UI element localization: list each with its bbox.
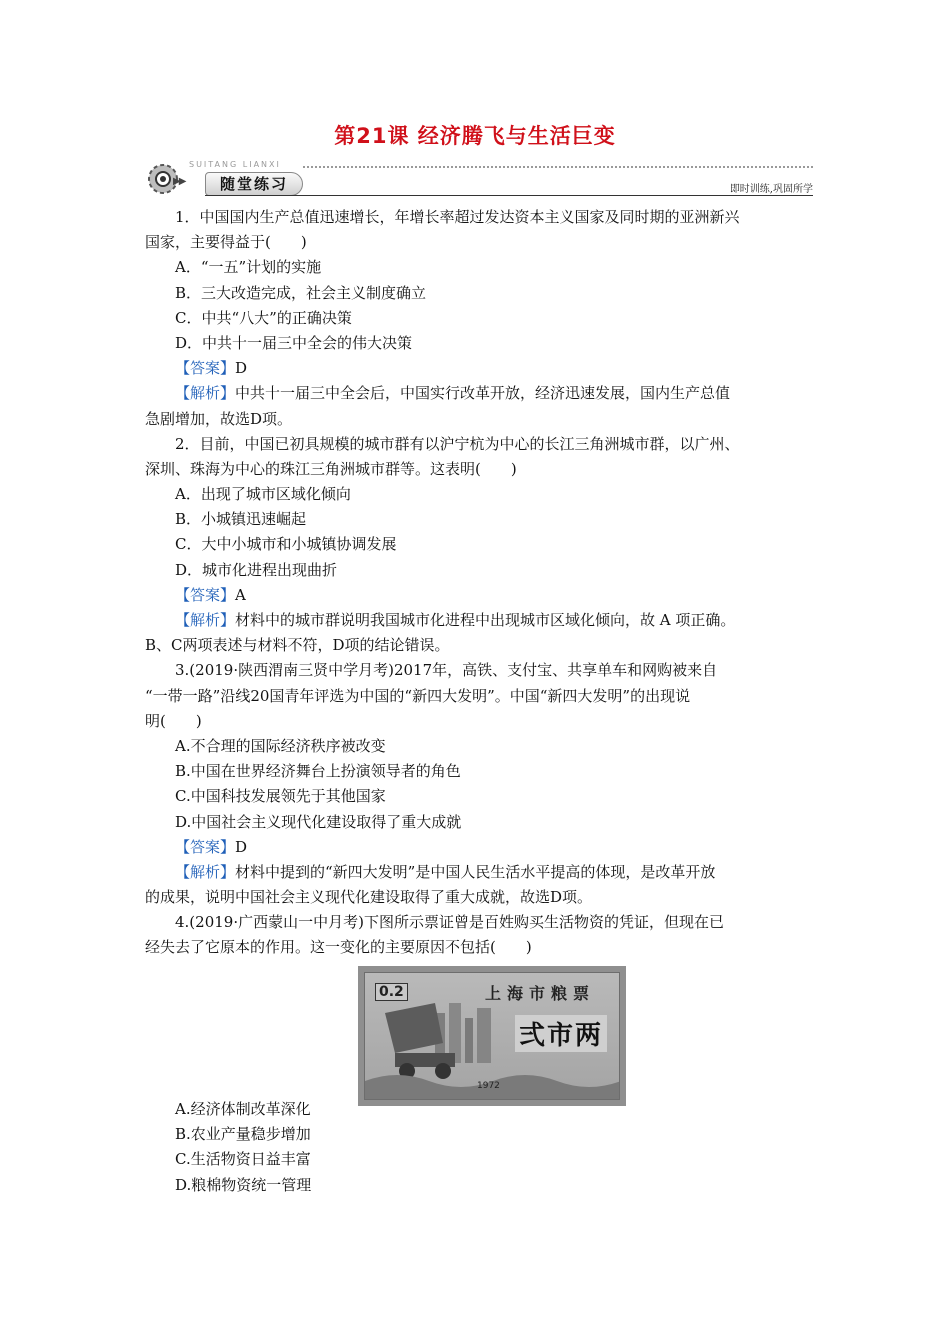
grain-ticket-image [358,966,626,1106]
text-line [145,784,820,809]
line-text: 材料中的城市群说明我国城市化进程中出现城市区域化倾向，故 A 项正确。 [235,611,736,629]
text-line [145,910,820,935]
line-text: 材料中提到的“新四大发明”是中国人民生活水平提高的体现，是改革开放 [235,862,716,881]
line-text: A [235,585,246,604]
banner-english: SUITANG LIANXI [189,160,281,169]
text-line [145,482,820,507]
line-text: A．出现了城市区域化倾向 [175,485,351,504]
line-text: D [235,359,248,378]
line-text: D．城市化进程出现曲折 [175,560,338,579]
text-line [145,709,820,734]
line-text: 的成果，说明中国社会主义现代化建设取得了重大成就，故选D项。 [145,888,593,907]
text-line [145,810,820,835]
section-banner [143,158,813,200]
page-title: 第21课 经济腾飞与生活巨变 [334,124,616,148]
answer-tag: 【答案】 [175,585,236,604]
line-text: C.中国科技发展领先于其他国家 [175,787,386,806]
text-line [145,205,820,230]
line-text: D．中共十一届三中全会的伟大决策 [175,333,413,352]
option-line: C.生活物资日益丰富 [175,1150,311,1169]
text-line [145,432,820,457]
text-line [145,734,820,759]
line-text: 2．目前，中国已初具规模的城市群有以沪宁杭为中心的长江三角洲城市群，以广州、 [175,434,740,453]
line-text: 国家，主要得益于( ) [145,233,307,252]
text-line [145,558,820,583]
line-text: 1．中国国内生产总值迅速增长，年增长率超过发达资本主义国家及同时期的亚洲新兴 [175,208,740,226]
line-text: B．小城镇迅速崛起 [175,510,307,529]
line-text: B．三大改造完成，社会主义制度确立 [175,283,427,302]
answer-tag: 【答案】 [175,837,236,856]
line-text: D [235,837,248,856]
text-line [145,532,820,557]
option-line: A.经济体制改革深化 [175,1100,311,1118]
answer-tag: 【解析】 [175,862,236,881]
answer-tag: 【答案】 [175,359,236,378]
answer-tag: 【解析】 [175,384,236,403]
text-line [145,583,820,608]
text-line [145,407,820,432]
text-line [145,885,820,910]
line-text: D.中国社会主义现代化建设取得了重大成就 [175,812,462,831]
line-text: 3.(2019·陕西渭南三贤中学月考)2017年，高铁、支付宝、共享单车和网购被来自 [175,661,718,680]
line-text: B、C两项表述与材料不符，D项的结论错误。 [145,636,450,655]
text-line [145,331,820,356]
line-text: A.不合理的国际经济秩序被改变 [175,736,386,755]
text-line [145,935,820,960]
text-line [145,860,820,885]
text-line [145,684,820,709]
line-text: 深圳、珠海为中心的珠江三角洲城市群等。这表明( ) [145,459,517,478]
banner-rule [205,195,813,196]
ticket-year: 1972 [477,1081,500,1091]
line-text: C．大中小城市和小城镇协调发展 [175,535,397,554]
text-line [145,457,820,482]
ticket-denomination: 0.2 [375,983,408,1001]
banner-label: 随堂练习 [205,172,303,196]
question-content [145,205,820,961]
line-text: 急剧增加，故选D项。 [145,409,293,428]
text-line [145,759,820,784]
text-line [145,507,820,532]
line-text: 经失去了它原本的作用。这一变化的主要原因不包括( ) [145,938,532,957]
line-text: A．“一五”计划的实施 [175,258,322,277]
option-line: B.农业产量稳步增加 [175,1125,311,1144]
line-text: “一带一路”沿线20国青年评选为中国的“新四大发明”。中国“新四大发明”的出现说 [145,686,691,705]
question-4-options [145,1097,820,1198]
text-line [145,658,820,683]
arrows-icon: ▶▶ [173,176,185,187]
dotted-rule [303,166,813,168]
ticket-header: 上海市粮票 [485,984,596,1003]
text-line [145,633,820,658]
line-text: 中共十一届三中全会后，中国实行改革开放，经济迅速发展，国内生产总值 [235,384,731,403]
text-line [145,306,820,331]
option-line: D.粮棉物资统一管理 [175,1175,312,1194]
line-text: B.中国在世界经济舞台上扮演领导者的角色 [175,762,461,781]
ticket-value: 弍市两 [515,1015,607,1052]
text-line [145,381,820,406]
text-line [145,230,820,255]
line-text: 4.(2019·广西蒙山一中月考)下图所示票证曾是百姓购买生活物资的凭证，但现在已 [175,913,724,932]
text-line [145,255,820,280]
text-line [145,356,820,381]
text-line [145,835,820,860]
text-line [145,281,820,306]
line-text: C．中共“八大”的正确决策 [175,308,352,327]
answer-tag: 【解析】 [175,611,236,629]
banner-right-text: 即时训练,巩固所学 [729,184,813,195]
line-text: 明( ) [145,711,202,730]
text-line [145,608,820,633]
